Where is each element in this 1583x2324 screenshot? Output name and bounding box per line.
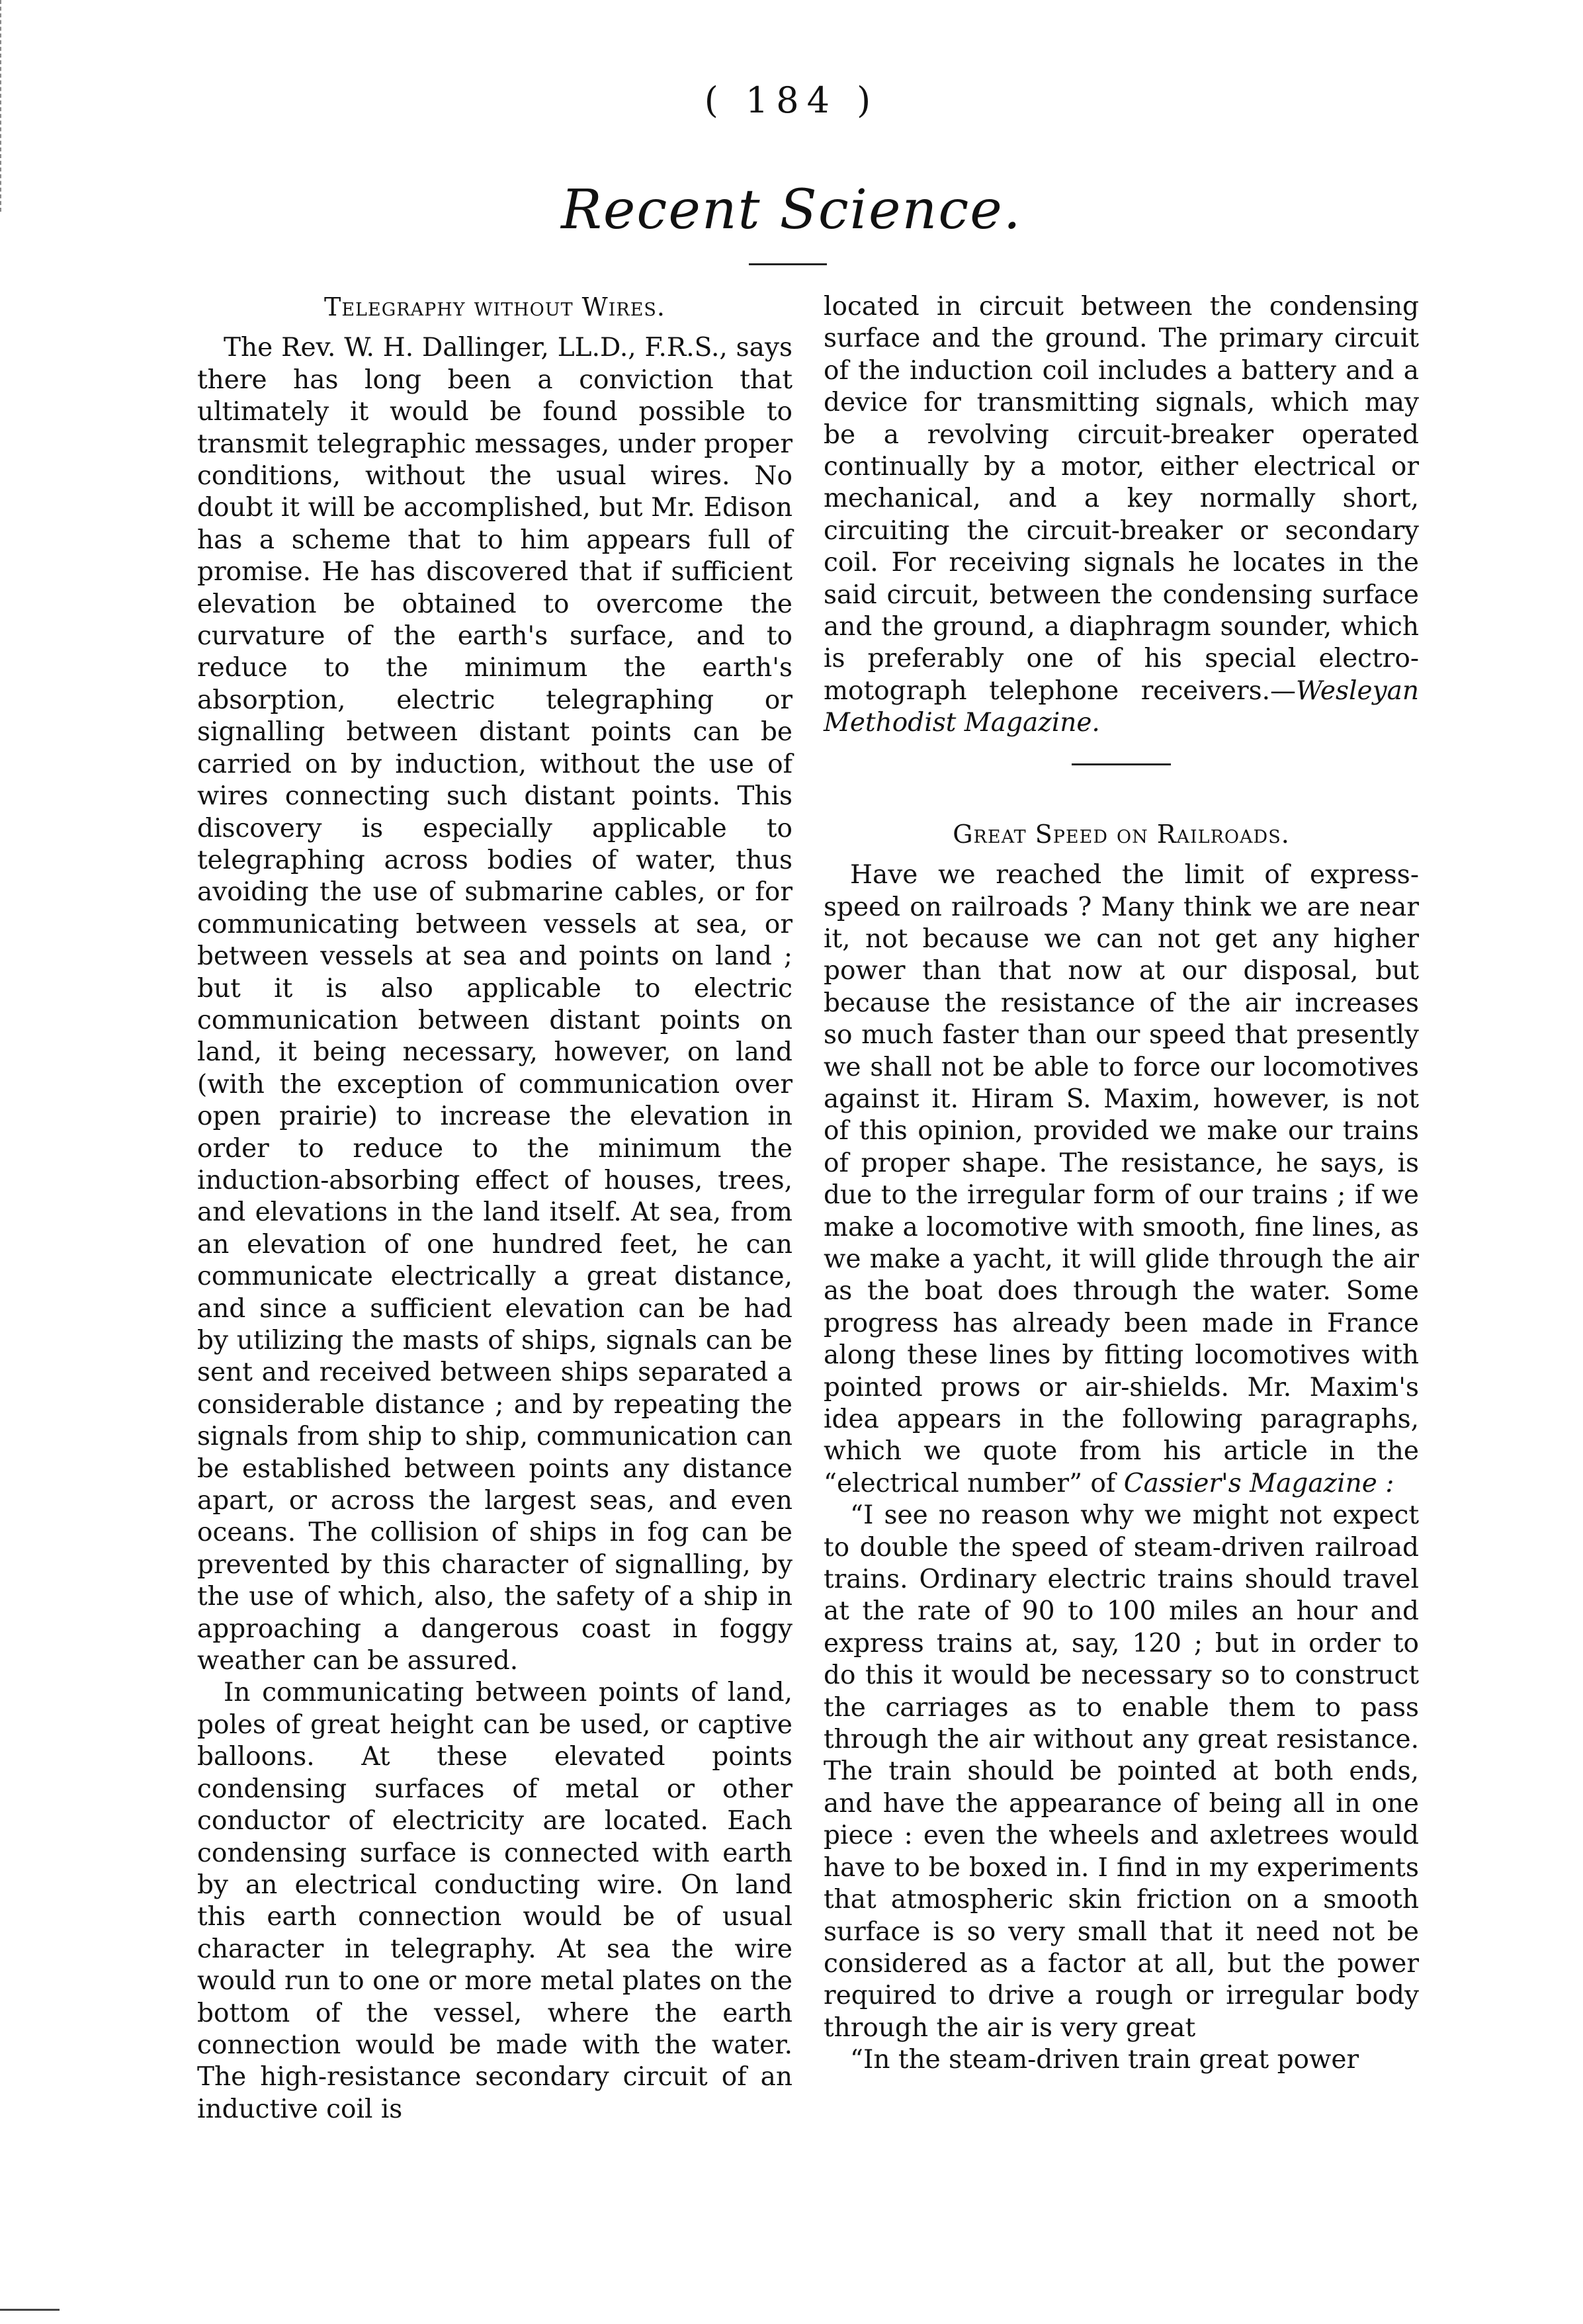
paragraph: “In the steam-driven train great power bbox=[850, 2045, 1359, 2075]
paragraph: In communicating between points of land, poles of great height can be used, or captive balloons. At these elevated points condensing surfaces of metal or other conductor of electricity are located. Each condensing surface is connected with earth by an electrical conducting wire. On land this earth connection would be of usual character in telegraphy. At sea the wire would run to one or more metal plates on the bottom of the vessel, where the earth connection would be made with the water. The high-resistance secondary circuit of an inductive coil is bbox=[197, 1678, 792, 2124]
page-number: ( 184 ) bbox=[704, 79, 879, 121]
source-citation: Wesleyan Methodist Magazine. bbox=[824, 675, 1419, 738]
paragraph-text: Have we reached the limit of express-speed on railroads ? Many think we are near it, not because we can not get any higher power than that now at our disposal, but because the resistance of the air increases so much faster than our speed that presently we shall not be able to force our locomotives against it. Hiram S. Maxim, however, is not of this opinion, provided we make our trains of proper shape. The resistance, he says, is due to the irregular form of our trains ; if we make a locomotive with smooth, fine lines, as we make a yacht, it will glide through the air as the boat does through the water. Some progress has already been made in France along these lines by fitting locomotives with pointed prows or air-shields. Mr. Maxim's idea appears in the following paragraphs, which we quote from his article in the “electrical number” of bbox=[824, 860, 1419, 1498]
section-title: Recent Science. bbox=[561, 179, 1022, 241]
footer-mark bbox=[0, 2309, 60, 2311]
title-rule bbox=[749, 263, 827, 265]
continuation-text: located in circuit between the condensing surface and the ground. The primary circuit of the induction coil includes a battery and a device for transmitting signals, which may be a revolving circuit-breaker operated continually by a motor, either electrical or mechanical, and a key normally short, circuiting the circuit-breaker or secondary coil. For receiving signals he locates in the said circuit, between the condensing surface and the ground, a diaphragm sounder, which is preferably one of his special electro-motograph telephone receivers.— bbox=[824, 292, 1419, 706]
paragraph: “I see no reason why we might not expect to double the speed of steam-driven railroad trains. Ordinary electric trains should travel at the rate of 90 to 100 miles an hour and express trains at, say, 120 ; but in order to do this it would be necessary so to construct the carriages as to enable them to pass through the air without any great resistance. The train should be pointed at both ends, and have the appearance of being all in one piece : even the wheels and axletrees would have to be boxed in. I find in my experiments that atmospheric skin friction on a smooth surface is so very small that it need not be considered as a factor at all, but the power required to drive a rough or irregular body through the air is very great bbox=[824, 1500, 1419, 2043]
article-heading-railroads: Great Speed on Railroads. bbox=[953, 819, 1290, 849]
article-divider bbox=[1072, 763, 1171, 765]
left-column bbox=[197, 291, 792, 2126]
magazine-reference: Cassier's Magazine : bbox=[1123, 1468, 1394, 1498]
paragraph-continuation bbox=[824, 291, 1419, 740]
paragraph: The Rev. W. H. Dallinger, LL.D., F.R.S., says there has long been a conviction that ultimately it would be found possible to transmit telegraphic messages, under proper conditions, without the usual wires. No doubt it will be accomplished, but Mr. Edison has a scheme that to him appears full of promise. He has discovered that if sufficient elevation be obtained to overcome the curvature of the earth's surface, and to reduce to the minimum the earth's absorption, electric telegraphing or signalling between distant points can be carried on by induction, without the use of wires connecting such distant points. This discovery is especially applicable to telegraphing across bodies of water, thus avoiding the use of submarine cables, or for communicating between vessels at sea, or between vessels at sea and points on land ; but it is also applicable to electric communication between distant points on land, it being necessary, however, on land (with the exception of communication over open prairie) to increase the elevation in order to reduce to the minimum the induction-absorbing effect of houses, trees, and elevations in the land itself. At sea, from an elevation of one hundred feet, he can communicate electrically a great distance, and since a sufficient elevation can be had by utilizing the masts of ships, signals can be sent and received between ships separated a considerable distance ; and by repeating the signals from ship to ship, communication can be established between points any distance apart, or across the largest seas, and even oceans. The collision of ships in fog can be prevented by this character of signalling, by the use of which, also, the safety of a ship in approaching a dangerous coast in foggy weather can be assured. bbox=[197, 333, 792, 1676]
right-column bbox=[824, 291, 1419, 2077]
paragraph bbox=[824, 859, 1419, 1500]
article-heading-telegraphy: Telegraphy without Wires. bbox=[324, 292, 665, 322]
